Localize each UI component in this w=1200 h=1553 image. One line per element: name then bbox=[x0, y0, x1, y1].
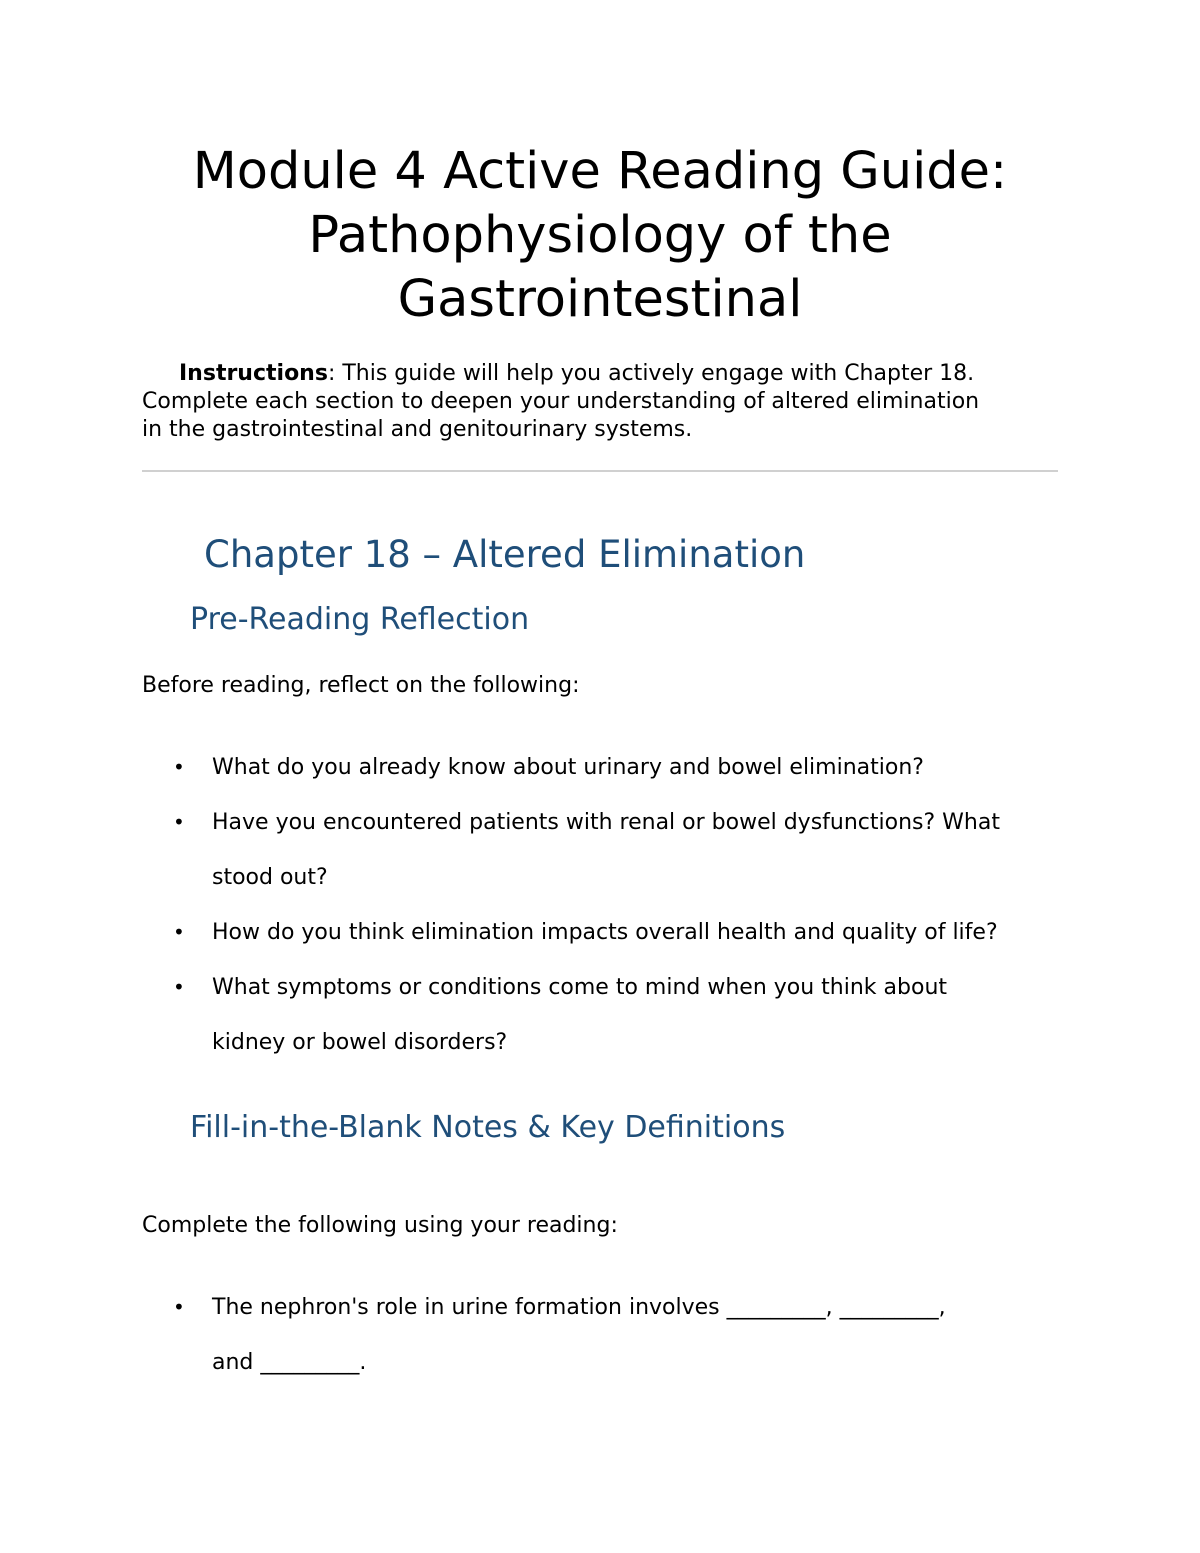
pre-reading-intro: Before reading, reflect on the following: bbox=[142, 673, 580, 698]
list-item-text-continued: kidney or bowel disorders? bbox=[212, 1030, 508, 1055]
list-item-text-continued: and _________. bbox=[212, 1350, 367, 1375]
list-item bbox=[142, 960, 1072, 1070]
list-item-text: How do you think elimination impacts overall health and quality of life? bbox=[212, 920, 998, 945]
title-line-3: Gastrointestinal bbox=[397, 270, 803, 329]
title-line-2: Pathophysiology of the bbox=[308, 206, 892, 265]
list-item bbox=[142, 740, 1072, 795]
instructions-paragraph bbox=[142, 360, 1058, 444]
list-item-text: Have you encountered patients with renal or bowel dysfunctions? What bbox=[212, 810, 1000, 835]
bullet-icon: • bbox=[173, 755, 185, 779]
pre-reading-heading: Pre-Reading Reflection bbox=[190, 602, 530, 637]
bullet-icon: • bbox=[173, 810, 185, 834]
bullet-icon: • bbox=[173, 920, 185, 944]
fill-in-intro: Complete the following using your reading: bbox=[142, 1213, 618, 1238]
document-title bbox=[100, 140, 1100, 332]
list-item-text: What do you already know about urinary and bowel elimination? bbox=[212, 755, 924, 780]
list-item bbox=[142, 795, 1072, 905]
bullet-icon: • bbox=[173, 975, 185, 999]
list-item-text: The nephron's role in urine formation involves _________, _________, bbox=[212, 1295, 946, 1320]
list-item-text: What symptoms or conditions come to mind when you think about bbox=[212, 975, 948, 1000]
instructions-text-1: : This guide will help you actively engage with Chapter 18. bbox=[327, 361, 975, 386]
bullet-icon: • bbox=[173, 1295, 185, 1319]
fill-in-list bbox=[142, 1280, 1072, 1390]
list-item bbox=[142, 905, 1072, 960]
instructions-label: Instructions bbox=[179, 361, 328, 386]
pre-reading-question-list bbox=[142, 740, 1072, 1070]
instructions-text-3: in the gastrointestinal and genitourinary systems. bbox=[142, 417, 693, 442]
chapter-heading: Chapter 18 – Altered Elimination bbox=[204, 533, 806, 576]
instructions-text-2: Complete each section to deepen your understanding of altered elimination bbox=[142, 389, 980, 414]
fill-in-heading: Fill-in-the-Blank Notes & Key Definitions bbox=[190, 1110, 786, 1145]
horizontal-divider bbox=[142, 470, 1058, 472]
title-line-1: Module 4 Active Reading Guide: bbox=[192, 142, 1008, 201]
list-item-text-continued: stood out? bbox=[212, 865, 328, 890]
list-item bbox=[142, 1280, 1072, 1390]
